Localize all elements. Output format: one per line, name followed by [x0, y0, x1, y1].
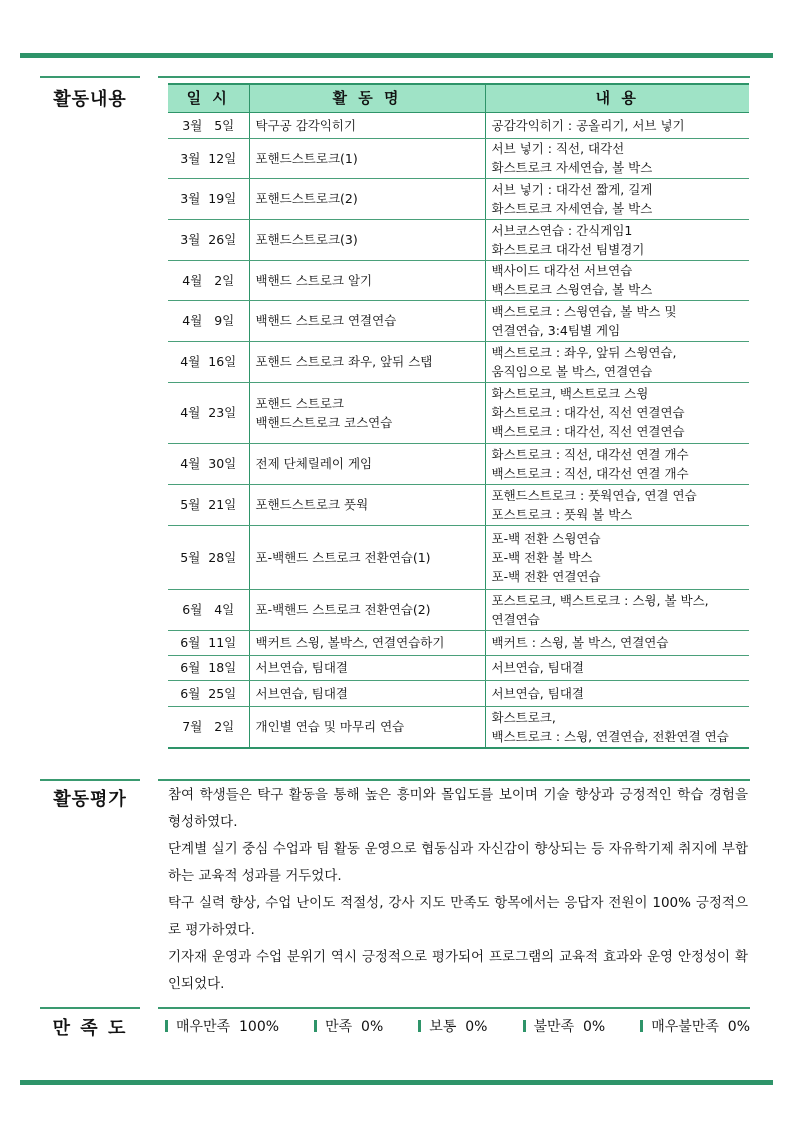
cell-content: 백스트로크 : 스윙연습, 볼 박스 및 연결연습, 3:4팀별 게임 — [485, 300, 749, 341]
cell-activity: 포-백핸드 스트로크 전환연습(1) — [249, 525, 485, 589]
table-row — [168, 382, 749, 443]
cell-content: 서브 넣기 : 대각선 짧게, 길게 화스트로크 자세연습, 볼 박스 — [485, 178, 749, 219]
cell-date: 4월 2일 — [168, 260, 249, 300]
satisfaction-label: 만족 — [325, 1019, 353, 1035]
satisfaction-item — [314, 1016, 383, 1036]
section-label-satisfaction: 만 족 도 — [52, 1018, 128, 1039]
col-header-date: 일 시 — [168, 84, 249, 112]
cell-date: 6월 18일 — [168, 655, 249, 680]
cell-content: 포핸드스트로크 : 풋웍연습, 연결 연습 포스트로크 : 풋웍 볼 박스 — [485, 484, 749, 525]
evaluation-paragraph: 기자재 운영과 수업 분위기 역시 긍정적으로 평가되어 프로그램의 교육적 효과와 운영 안정성이 확인되었다. — [168, 949, 748, 992]
satisfaction-value: 0% — [727, 1019, 750, 1035]
table-row — [168, 138, 749, 178]
cell-date: 5월 28일 — [168, 525, 249, 589]
cell-content: 포스트로크, 백스트로크 : 스윙, 볼 박스, 연결연습 — [485, 589, 749, 630]
cell-date: 4월 23일 — [168, 382, 249, 443]
top-rule — [20, 53, 773, 58]
section-divider — [158, 779, 750, 781]
cell-activity: 포핸드스트로크(2) — [249, 178, 485, 219]
cell-activity: 포핸드 스트로크 좌우, 앞뒤 스탭 — [249, 341, 485, 382]
cell-activity: 포-백핸드 스트로크 전환연습(2) — [249, 589, 485, 630]
cell-content: 백스트로크 : 좌우, 앞뒤 스윙연습, 움직임으로 볼 박스, 연결연습 — [485, 341, 749, 382]
cell-date: 7월 2일 — [168, 706, 249, 748]
bottom-rule — [20, 1080, 773, 1085]
satisfaction-value: 0% — [361, 1019, 384, 1035]
cell-date: 3월 26일 — [168, 219, 249, 260]
table-row — [168, 630, 749, 655]
cell-content: 화스트로크, 백스트로크 : 스윙, 연결연습, 전환연결 연습 — [485, 706, 749, 748]
col-header-activity: 활 동 명 — [249, 84, 485, 112]
cell-activity: 백핸드 스트로크 알기 — [249, 260, 485, 300]
cell-date: 3월 5일 — [168, 112, 249, 138]
cell-activity: 포핸드스트로크 풋웍 — [249, 484, 485, 525]
table-row — [168, 655, 749, 680]
satisfaction-summary — [165, 1016, 750, 1036]
cell-date: 6월 11일 — [168, 630, 249, 655]
satisfaction-item — [523, 1016, 606, 1036]
bar-marker-icon — [314, 1020, 317, 1032]
cell-activity: 개인별 연습 및 마무리 연습 — [249, 706, 485, 748]
cell-content: 화스트로크 : 직선, 대각선 연결 개수 백스트로크 : 직선, 대각선 연결 개수 — [485, 443, 749, 484]
cell-activity: 전제 단체릴레이 게임 — [249, 443, 485, 484]
bar-marker-icon — [418, 1020, 421, 1032]
table-row — [168, 443, 749, 484]
section-divider — [158, 76, 750, 78]
bar-marker-icon — [523, 1020, 526, 1032]
evaluation-paragraph: 단계별 실기 중심 수업과 팀 활동 운영으로 협동심과 자신감이 향상되는 등 자유학기제 취지에 부합하는 교육적 성과를 거두었다. — [168, 841, 748, 884]
evaluation-paragraph: 탁구 실력 향상, 수업 난이도 적절성, 강사 지도 만족도 항목에서는 응답자 전원이 100% 긍정적으로 평가하였다. — [168, 895, 748, 938]
table-row — [168, 706, 749, 748]
cell-content: 백사이드 대각선 서브연습 백스트로크 스윙연습, 볼 박스 — [485, 260, 749, 300]
cell-activity: 포핸드 스트로크 백핸드스트로크 코스연습 — [249, 382, 485, 443]
cell-content: 서브코스연습 : 간식게임1 화스트로크 대각선 팀별경기 — [485, 219, 749, 260]
table-row — [168, 300, 749, 341]
evaluation-text — [168, 782, 748, 998]
cell-date: 6월 25일 — [168, 680, 249, 706]
satisfaction-label: 불만족 — [533, 1019, 575, 1035]
bar-marker-icon — [640, 1020, 643, 1032]
table-row — [168, 589, 749, 630]
cell-activity: 탁구공 감각익히기 — [249, 112, 485, 138]
satisfaction-item — [418, 1016, 487, 1036]
cell-date: 4월 9일 — [168, 300, 249, 341]
table-row — [168, 178, 749, 219]
cell-activity: 서브연습, 팀대결 — [249, 655, 485, 680]
cell-content: 서브연습, 팀대결 — [485, 680, 749, 706]
cell-date: 4월 30일 — [168, 443, 249, 484]
section-divider — [158, 1007, 750, 1009]
section-label-evaluation: 활동평가 — [53, 789, 127, 810]
cell-activity: 백커트 스윙, 볼박스, 연결연습하기 — [249, 630, 485, 655]
satisfaction-value: 100% — [239, 1019, 280, 1035]
cell-activity: 서브연습, 팀대결 — [249, 680, 485, 706]
table-row — [168, 341, 749, 382]
satisfaction-value: 0% — [583, 1019, 606, 1035]
section-divider — [40, 779, 140, 781]
cell-date: 3월 19일 — [168, 178, 249, 219]
table-row — [168, 219, 749, 260]
cell-activity: 백핸드 스트로크 연결연습 — [249, 300, 485, 341]
table-row — [168, 680, 749, 706]
cell-content: 포-백 전환 스윙연습 포-백 전환 볼 박스 포-백 전환 연결연습 — [485, 525, 749, 589]
table-row — [168, 525, 749, 589]
section-divider — [40, 1007, 140, 1009]
cell-activity: 포핸드스트로크(3) — [249, 219, 485, 260]
table-row — [168, 260, 749, 300]
cell-date: 6월 4일 — [168, 589, 249, 630]
satisfaction-label: 매우불만족 — [651, 1019, 719, 1035]
cell-content: 공감각익히기 : 공올리기, 서브 넣기 — [485, 112, 749, 138]
cell-content: 서브 넣기 : 직선, 대각선 화스트로크 자세연습, 볼 박스 — [485, 138, 749, 178]
table-row — [168, 484, 749, 525]
table-row — [168, 112, 749, 138]
activity-table — [168, 83, 749, 749]
col-header-content: 내 용 — [485, 84, 749, 112]
satisfaction-label: 매우만족 — [176, 1019, 231, 1035]
cell-content: 백커트 : 스윙, 볼 박스, 연결연습 — [485, 630, 749, 655]
cell-content: 서브연습, 팀대결 — [485, 655, 749, 680]
satisfaction-item — [165, 1016, 279, 1036]
satisfaction-value: 0% — [465, 1019, 488, 1035]
cell-date: 4월 16일 — [168, 341, 249, 382]
satisfaction-label: 보통 — [429, 1019, 457, 1035]
section-divider — [40, 76, 140, 78]
cell-date: 5월 21일 — [168, 484, 249, 525]
satisfaction-item — [640, 1016, 750, 1036]
evaluation-paragraph: 참여 학생들은 탁구 활동을 통해 높은 흥미와 몰입도를 보이며 기술 향상과 긍정적인 학습 경험을 형성하였다. — [168, 787, 748, 830]
bar-marker-icon — [165, 1020, 168, 1032]
cell-activity: 포핸드스트로크(1) — [249, 138, 485, 178]
section-label-content: 활동내용 — [53, 89, 127, 110]
cell-content: 화스트로크, 백스트로크 스윙 화스트로크 : 대각선, 직선 연결연습 백스트로크 : 대각선, 직선 연결연습 — [485, 382, 749, 443]
cell-date: 3월 12일 — [168, 138, 249, 178]
